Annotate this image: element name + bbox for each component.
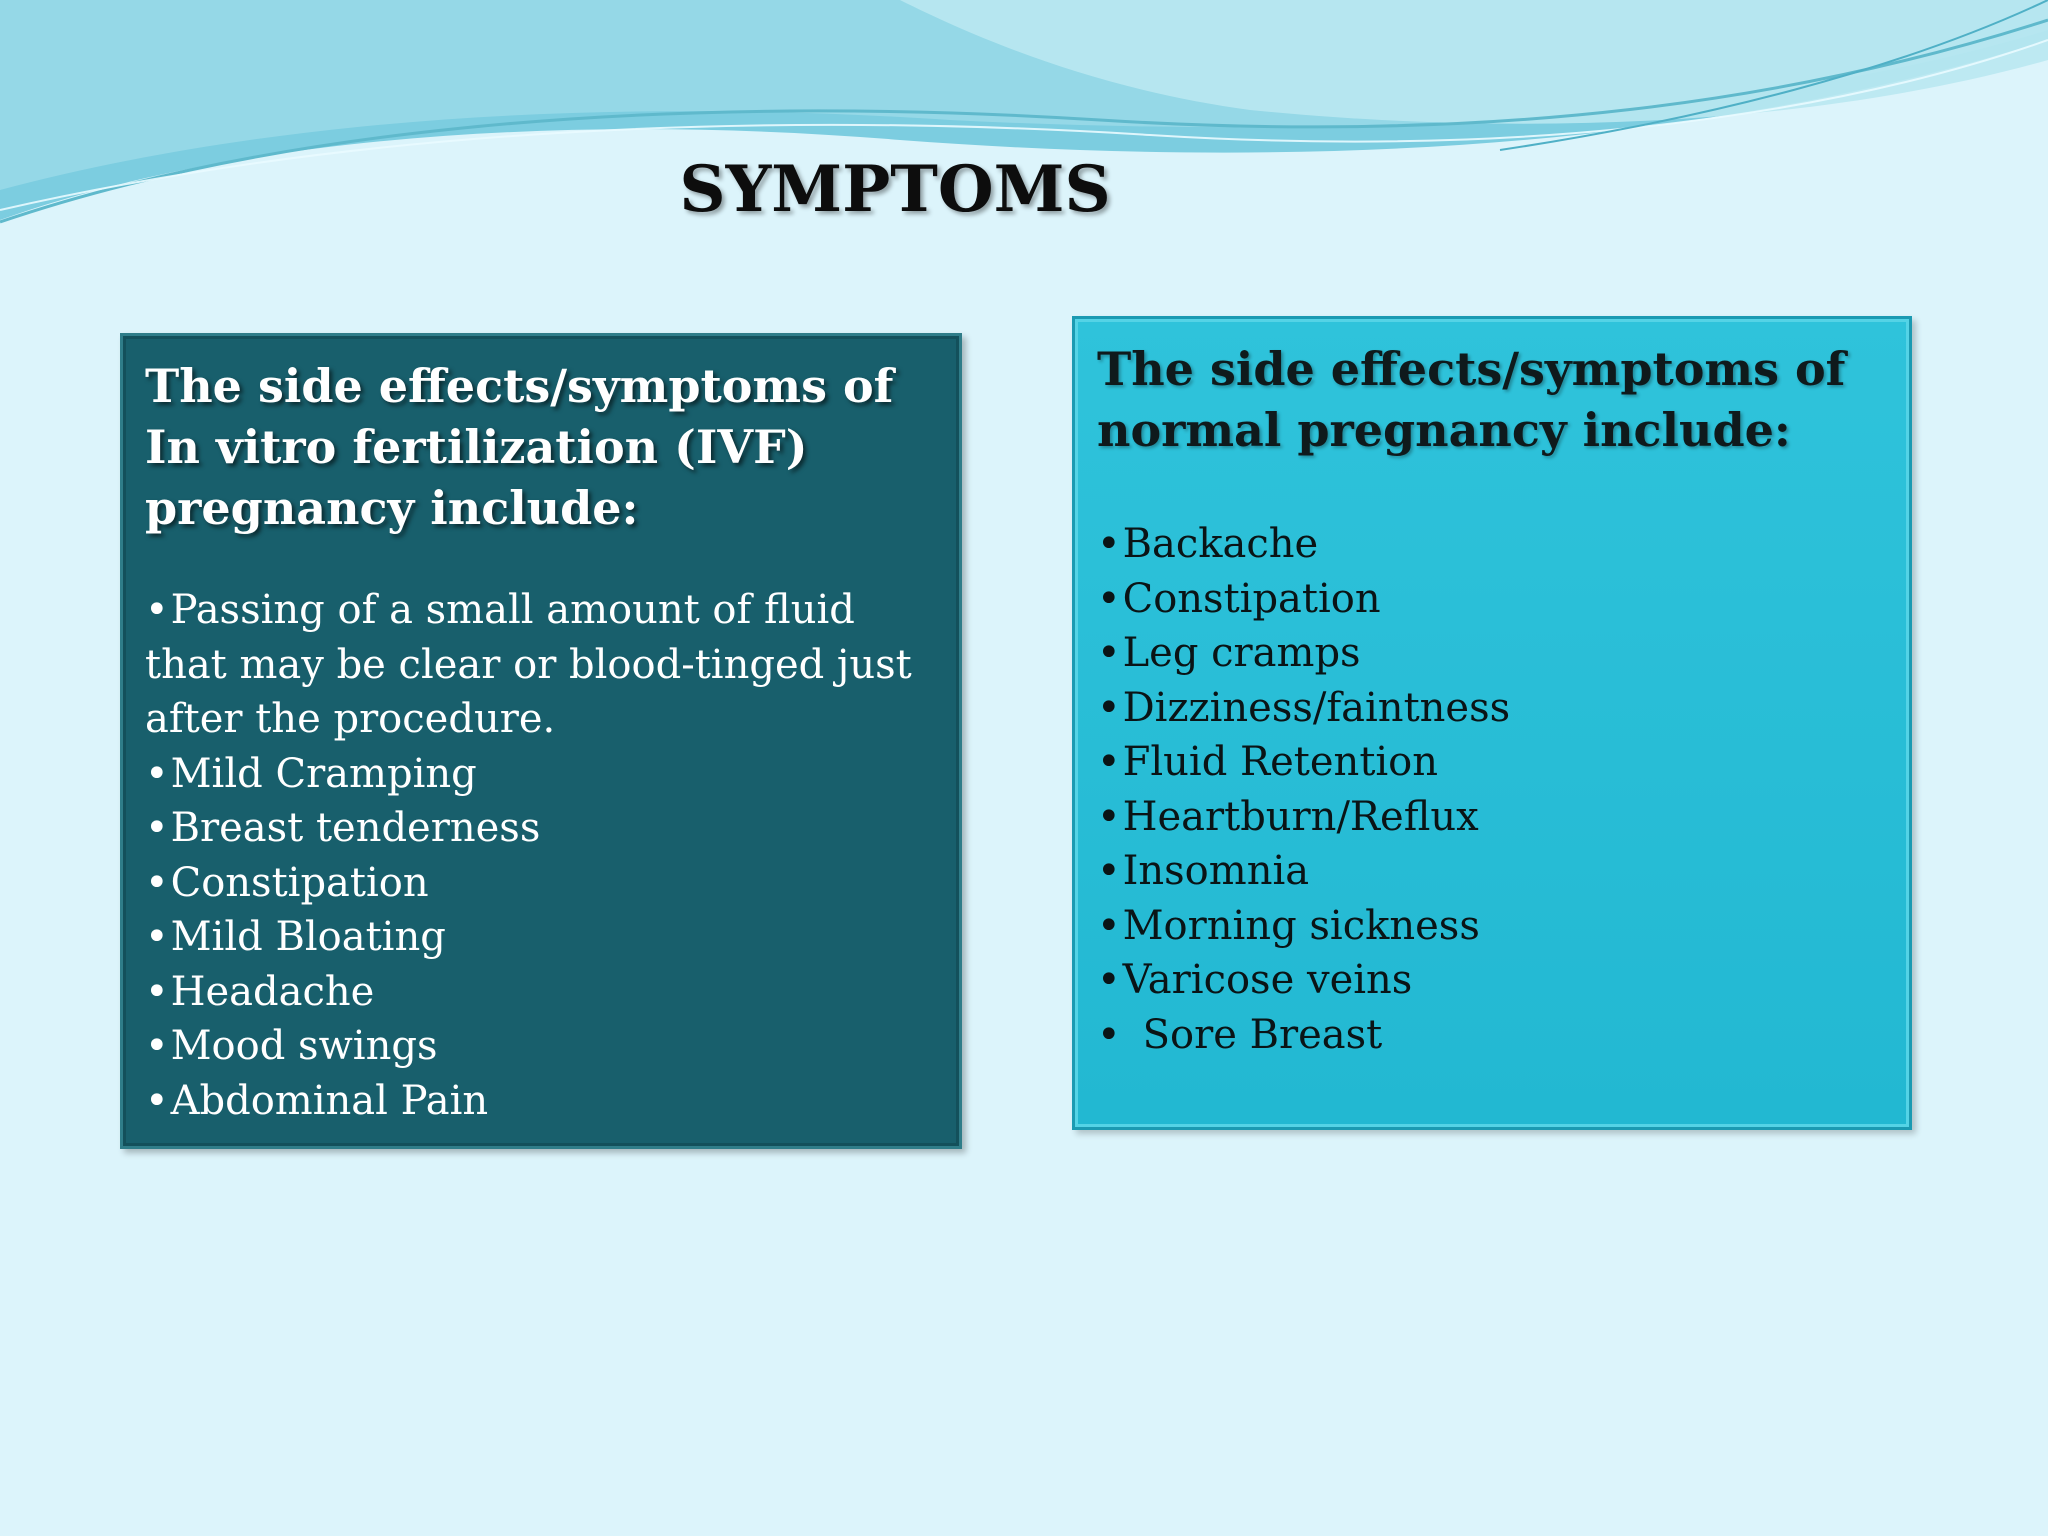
slide-title: SYMPTOMS [679, 152, 1111, 227]
bullet-icon: • [1097, 630, 1121, 676]
list-item-text: Fluid Retention [1122, 739, 1439, 785]
list-item-text: Mood swings [170, 1023, 438, 1069]
list-item-text: Abdominal Pain [170, 1077, 489, 1124]
ivf-symptom-list [145, 583, 937, 1128]
normal-pregnancy-symptoms-panel [1072, 316, 1912, 1130]
list-item-text: Leg cramps [1122, 630, 1361, 676]
bullet-icon: • [145, 1023, 169, 1069]
list-item [1097, 517, 1887, 572]
list-item-text: Dizziness/faintness [1122, 684, 1511, 731]
list-item-text: Insomnia [1122, 848, 1310, 894]
bullet-icon: • [1097, 1011, 1121, 1058]
list-item-text: Morning sickness [1122, 902, 1480, 949]
bullet-icon: • [1097, 902, 1121, 949]
list-item [1097, 626, 1887, 681]
list-item [1097, 572, 1887, 627]
list-item-text: Passing of a small amount of fluid that may be clear or blood-tinged just after the procedure. [145, 587, 912, 742]
list-item [145, 856, 937, 911]
list-item-text: Sore Breast [1142, 1011, 1383, 1058]
bullet-icon: • [1097, 521, 1121, 567]
bullet-icon: • [145, 750, 169, 797]
bullet-icon: • [145, 968, 169, 1015]
list-item [145, 801, 937, 856]
list-item-text: Varicose veins [1122, 957, 1413, 1003]
list-item [145, 1019, 937, 1074]
ivf-symptoms-panel [120, 333, 962, 1149]
list-item-text: Constipation [1122, 575, 1381, 622]
bullet-icon: • [145, 914, 169, 960]
bullet-icon: • [1097, 848, 1121, 894]
list-item-text: Mild Cramping [170, 750, 477, 797]
bullet-icon: • [1097, 793, 1121, 840]
list-item [145, 965, 937, 1020]
list-item [1097, 735, 1887, 790]
list-item-text: Mild Bloating [170, 914, 446, 960]
normal-panel-heading: The side effects/symptoms of normal pregnancy include: [1097, 342, 1846, 457]
list-item-text: Constipation [170, 859, 429, 906]
list-item-text: Heartburn/Reflux [1122, 793, 1479, 840]
bullet-icon: • [145, 1077, 169, 1124]
list-item [1097, 1008, 1887, 1063]
bullet-icon: • [145, 587, 169, 633]
list-item [1097, 899, 1887, 954]
bullet-icon: • [145, 805, 169, 851]
bullet-icon: • [1097, 575, 1121, 622]
ivf-panel-heading: The side effects/symptoms of In vitro fertilization (IVF) pregnancy include: [145, 359, 894, 535]
list-item [1097, 790, 1887, 845]
list-item-text: Breast tenderness [170, 805, 541, 851]
list-item-text: Headache [170, 968, 375, 1015]
bullet-icon: • [1097, 957, 1121, 1003]
bullet-icon: • [1097, 739, 1121, 785]
list-item [1097, 844, 1887, 899]
normal-symptom-list [1097, 517, 1887, 1062]
list-item [145, 1074, 937, 1129]
list-item [1097, 681, 1887, 736]
list-item [145, 583, 937, 747]
list-item [1097, 953, 1887, 1008]
list-item [145, 910, 937, 965]
bullet-icon: • [145, 859, 169, 906]
list-item [145, 747, 937, 802]
list-item-text: Backache [1122, 521, 1319, 567]
bullet-icon: • [1097, 684, 1121, 731]
